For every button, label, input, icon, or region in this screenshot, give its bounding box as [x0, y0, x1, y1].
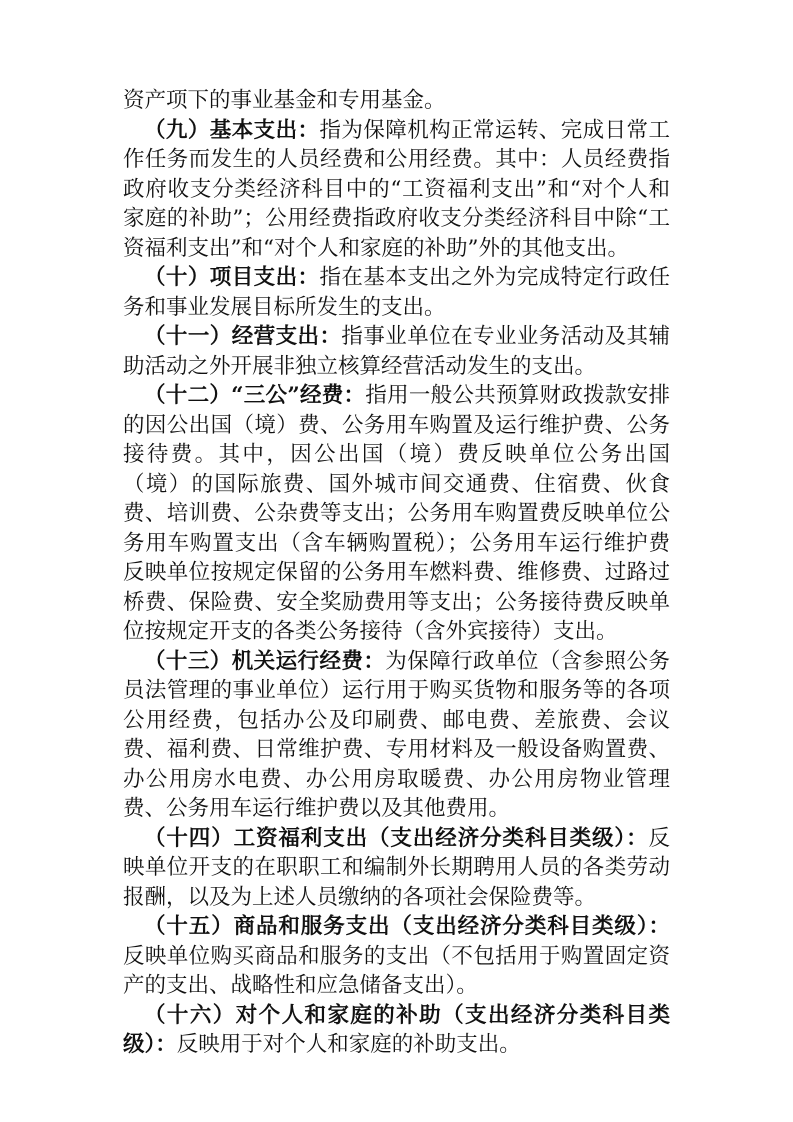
paragraph-project-expenditure — [123, 263, 670, 322]
paragraph-individual-family-subsidies — [123, 1001, 670, 1060]
paragraph-text: 反映单位开支的在职职工和编制外长期聘用人员的各类劳动报酬，以及为上述人员缴纳的各项社会保险费等。 — [123, 825, 670, 910]
paragraph-agency-operating-funds — [123, 647, 670, 824]
paragraph-basic-expenditure — [123, 116, 670, 264]
paragraph-text: 指用一般公共预算财政拨款安排的因公出国（境）费、公务用车购置及运行维护费、公务接待费。其中，因公出国（境）费反映单位公务出国（境）的国际旅费、国外城市间交通费、住宿费、伙食费、培训费、公杂费等支出；公务用车购置费反映单位公务用车购置支出（含车辆购置税）；公务用车运行维护费反映单位按规定保留的公务用车燃料费、维修费、过路过桥费、保险费、安全奖励费用等支出；公务接待费反映单位按规定开支的各类公务接待（含外宾接待）支出。 — [123, 383, 670, 644]
paragraph-text: 指事业单位在专业业务活动及其辅助活动之外开展非独立核算经营活动发生的支出。 — [123, 324, 670, 379]
term-heading: （十三）机关运行经费： — [144, 648, 386, 674]
paragraph-text: 为保障行政单位（含参照公务员法管理的事业单位）运行用于购买货物和服务等的各项公用经费，包括办公及印刷费、邮电费、差旅费、会议费、福利费、日常维护费、专用材料及一般设备购置费、办公用房水电费、办公用房取暖费、办公用房物业管理费、公务用车运行维护费以及其他费用。 — [123, 648, 670, 821]
term-heading: （十二）“三公”经费： — [144, 383, 366, 408]
term-heading: （十一）经营支出： — [144, 324, 342, 349]
paragraph-continuation — [123, 86, 670, 116]
paragraph-operating-expenditure — [123, 322, 670, 381]
term-heading: （十）项目支出： — [144, 265, 320, 290]
term-heading: （十六）对个人和家庭的补助（支出经济分类科目类级）： — [123, 1002, 670, 1057]
paragraph-goods-services — [123, 912, 670, 1001]
paragraph-text: 资产项下的事业基金和专用基金。 — [123, 88, 446, 113]
term-heading: （九）基本支出： — [144, 117, 320, 143]
paragraph-text: 反映用于对个人和家庭的补助支出。 — [176, 1032, 521, 1057]
paragraph-wages-welfare — [123, 824, 670, 913]
term-heading: （十五）商品和服务支出（支出经济分类科目类级）： — [144, 914, 670, 939]
document-page — [123, 86, 670, 1060]
paragraph-text: 反映单位购买商品和服务的支出（不包括用于购置固定资产的支出、战略性和应急储备支出）。 — [123, 943, 670, 998]
paragraph-text: 指为保障机构正常运转、完成日常工作任务而发生的人员经费和公用经费。其中：人员经费指政府收支分类经济科目中的“工资福利支出”和“对个人和家庭的补助”；公用经费指政府收支分类经济科目中除“工资福利支出”和“对个人和家庭的补助”外的其他支出。 — [123, 117, 670, 261]
term-heading: （十四）工资福利支出（支出经济分类科目类级）： — [144, 825, 649, 851]
paragraph-text: 指在基本支出之外为完成特定行政任务和事业发展目标所发生的支出。 — [123, 265, 670, 320]
paragraph-three-public-expenses — [123, 381, 670, 647]
